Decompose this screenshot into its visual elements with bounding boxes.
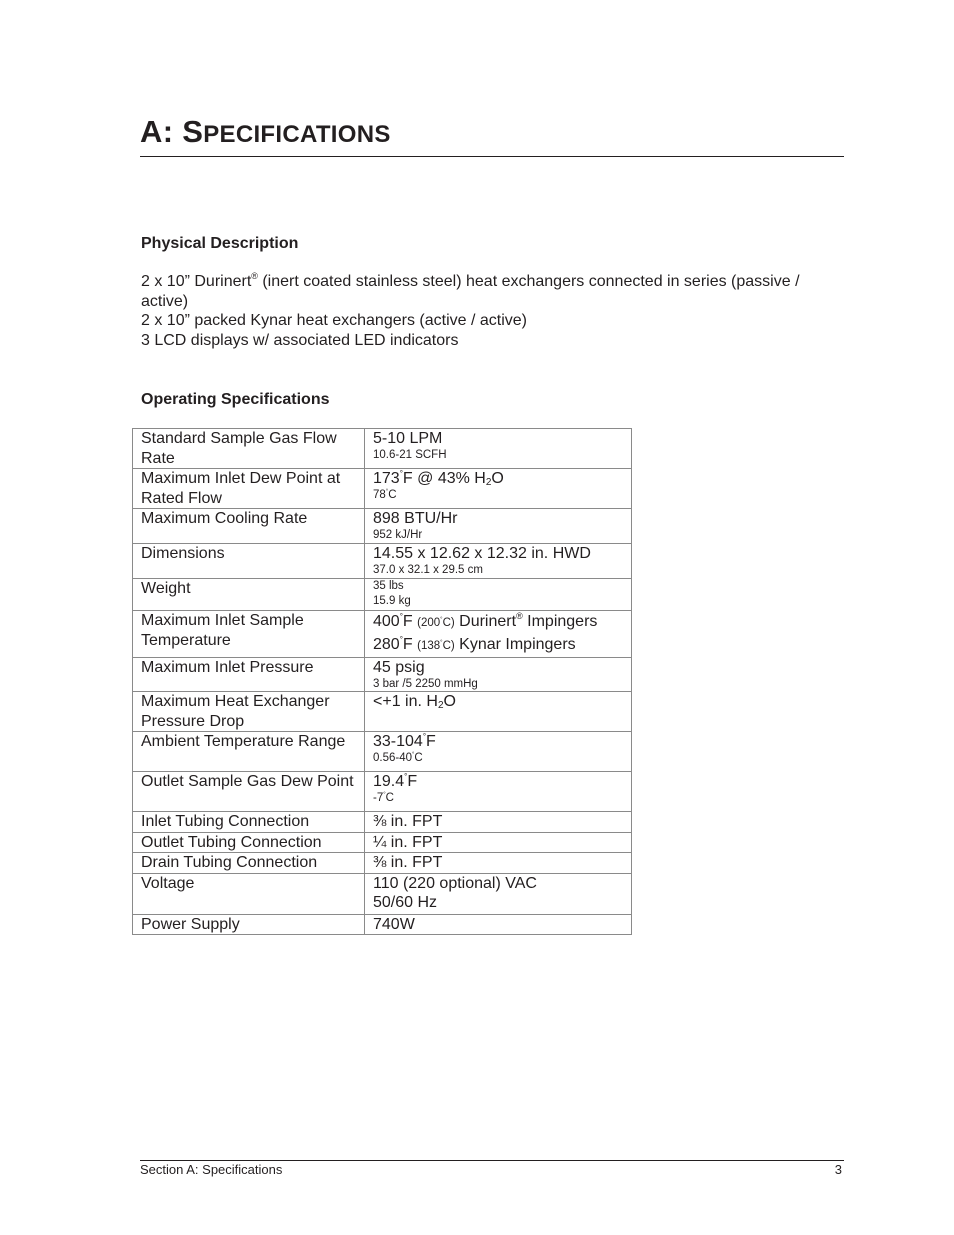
spec-value xyxy=(365,469,632,509)
degree-symbol: ° xyxy=(383,791,386,798)
spec-value xyxy=(365,509,632,544)
degree-symbol: ° xyxy=(404,772,408,781)
operating-specifications-heading: Operating Specifications xyxy=(141,391,330,408)
spec-value-metric: 3 bar /5 2250 mmHg xyxy=(373,677,478,690)
spec-value-metric xyxy=(373,752,631,765)
spec-value xyxy=(365,732,632,772)
spec-label: Power Supply xyxy=(133,914,365,935)
metric-unit: C xyxy=(388,488,397,501)
value-unit: F xyxy=(402,636,418,653)
page-title xyxy=(140,113,843,154)
value-number: 19.4 xyxy=(373,773,405,790)
metric-number: 78 xyxy=(373,488,386,501)
table-row xyxy=(133,469,632,509)
spec-value-line-2: 15.9 kg xyxy=(373,595,411,607)
metric-number: (138 xyxy=(417,640,441,652)
title-initial-s: S xyxy=(182,114,204,149)
spec-value-line-1 xyxy=(373,611,631,634)
spec-value-main xyxy=(373,773,417,790)
value-number: 280 xyxy=(373,636,400,653)
spec-value xyxy=(365,611,632,658)
subscript: 2 xyxy=(437,700,444,711)
metric-unit: C) xyxy=(442,617,455,629)
metric-inline xyxy=(417,617,455,629)
table-row xyxy=(133,832,632,853)
page-number: 3 xyxy=(834,1162,842,1177)
value-unit: F xyxy=(402,613,418,630)
table-row xyxy=(133,429,632,469)
physical-line-3: 3 LCD displays w/ associated LED indicators xyxy=(141,331,459,349)
value-unit: F xyxy=(426,733,436,750)
spec-value-metric: 37.0 x 32.1 x 29.5 cm xyxy=(373,563,483,576)
table-row xyxy=(133,658,632,692)
degree-symbol: ° xyxy=(440,640,443,646)
physical-line-1 xyxy=(141,272,841,311)
degree-symbol: ° xyxy=(399,469,403,478)
spec-value-metric xyxy=(373,792,631,805)
spec-value: ¼ in. FPT xyxy=(365,832,632,853)
spec-value: ⅜ in. FPT xyxy=(365,853,632,874)
table-row xyxy=(133,873,632,914)
value-unit: F @ 43% H xyxy=(402,470,486,487)
spec-value xyxy=(365,429,632,469)
material-suffix: Impingers xyxy=(522,613,598,630)
material-name: Durinert xyxy=(454,613,517,630)
spec-value-main: 5-10 LPM xyxy=(373,430,443,447)
spec-value xyxy=(365,772,632,812)
spec-value: 740W xyxy=(365,914,632,935)
spec-label: Ambient Temperature Range xyxy=(133,732,365,772)
subscript: 2 xyxy=(485,477,492,488)
metric-unit: C xyxy=(385,791,394,804)
spec-label: Dimensions xyxy=(133,544,365,579)
specifications-table xyxy=(132,428,632,935)
spec-value: ⅜ in. FPT xyxy=(365,812,632,833)
physical-description xyxy=(141,272,841,350)
degree-symbol: ° xyxy=(385,488,389,495)
spec-value-line-1: 35 lbs xyxy=(373,580,404,592)
footer-rule xyxy=(140,1160,844,1161)
spec-label: Drain Tubing Connection xyxy=(133,853,365,874)
title-rule xyxy=(140,156,844,157)
table-row xyxy=(133,772,632,812)
spec-value-metric xyxy=(373,489,631,502)
spec-value-main: 14.55 x 12.62 x 12.32 in. HWD xyxy=(373,545,591,562)
spec-label: Maximum Inlet Dew Point at Rated Flow xyxy=(133,469,365,509)
metric-number: 0.56-40 xyxy=(373,751,413,764)
spec-label: Standard Sample Gas Flow Rate xyxy=(133,429,365,469)
spec-value-main: <+1 in. H xyxy=(373,693,438,710)
spec-label: Maximum Heat Exchanger Pressure Drop xyxy=(133,692,365,732)
spec-value-line-1: 110 (220 optional) VAC xyxy=(373,874,537,892)
title-separator: : xyxy=(162,114,183,149)
metric-inline xyxy=(417,640,455,652)
spec-label: Inlet Tubing Connection xyxy=(133,812,365,833)
registered-mark: ® xyxy=(516,611,523,621)
degree-symbol: ° xyxy=(399,635,403,644)
spec-value-main: 898 BTU/Hr xyxy=(373,510,458,527)
spec-value-line-2 xyxy=(373,634,631,657)
spec-value xyxy=(365,658,632,692)
degree-symbol: ° xyxy=(412,751,415,758)
table-row xyxy=(133,509,632,544)
spec-value xyxy=(365,873,632,914)
metric-number: (200 xyxy=(417,617,441,629)
table-row xyxy=(133,853,632,874)
degree-symbol: ° xyxy=(399,612,403,621)
table-row xyxy=(133,732,632,772)
material-name: Kynar Impingers xyxy=(454,636,576,653)
value-number: 33-104 xyxy=(373,733,423,750)
value-unit-end: O xyxy=(491,470,504,487)
physical-line-1-text: 2 x 10” Durinert xyxy=(141,273,252,290)
value-unit: F xyxy=(407,773,418,790)
spec-label: Maximum Inlet Sample Temperature xyxy=(133,611,365,658)
table-row xyxy=(133,579,632,611)
value-unit-end: O xyxy=(443,693,456,710)
spec-value-main: 45 psig xyxy=(373,659,425,676)
spec-label: Weight xyxy=(133,579,365,611)
title-rest: PECIFICATIONS xyxy=(203,121,391,148)
spec-value-metric: 10.6-21 SCFH xyxy=(373,448,447,461)
physical-line-1-rest: (inert coated stainless steel) heat exchangers connected in series (passive / active) xyxy=(141,273,800,310)
spec-label: Voltage xyxy=(133,873,365,914)
spec-value-metric: 952 kJ/Hr xyxy=(373,528,423,541)
table-row xyxy=(133,914,632,935)
degree-symbol: ° xyxy=(440,617,443,623)
spec-label: Maximum Inlet Pressure xyxy=(133,658,365,692)
spec-value xyxy=(365,579,632,611)
metric-unit: C xyxy=(414,751,423,764)
value-number: 173 xyxy=(373,470,400,487)
table-row xyxy=(133,812,632,833)
spec-value-main xyxy=(373,733,436,750)
table-row xyxy=(133,611,632,658)
title-initial-a: A xyxy=(140,114,163,149)
spec-label: Outlet Tubing Connection xyxy=(133,832,365,853)
spec-label: Outlet Sample Gas Dew Point xyxy=(133,772,365,812)
metric-unit: C) xyxy=(442,640,455,652)
physical-description-heading: Physical Description xyxy=(141,235,299,252)
spec-value xyxy=(365,692,632,732)
spec-value-line-2: 50/60 Hz xyxy=(373,894,438,911)
degree-symbol: ° xyxy=(422,732,427,741)
table-row xyxy=(133,544,632,579)
spec-label: Maximum Cooling Rate xyxy=(133,509,365,544)
table-row xyxy=(133,692,632,732)
physical-line-2: 2 x 10” packed Kynar heat exchangers (active / active) xyxy=(141,312,527,329)
footer-section-title: Section A: Specifications xyxy=(140,1162,283,1177)
metric-number: -7 xyxy=(373,791,384,804)
spec-value-main xyxy=(373,470,504,487)
registered-mark: ® xyxy=(251,271,258,281)
spec-value xyxy=(365,544,632,579)
value-number: 400 xyxy=(373,613,400,630)
